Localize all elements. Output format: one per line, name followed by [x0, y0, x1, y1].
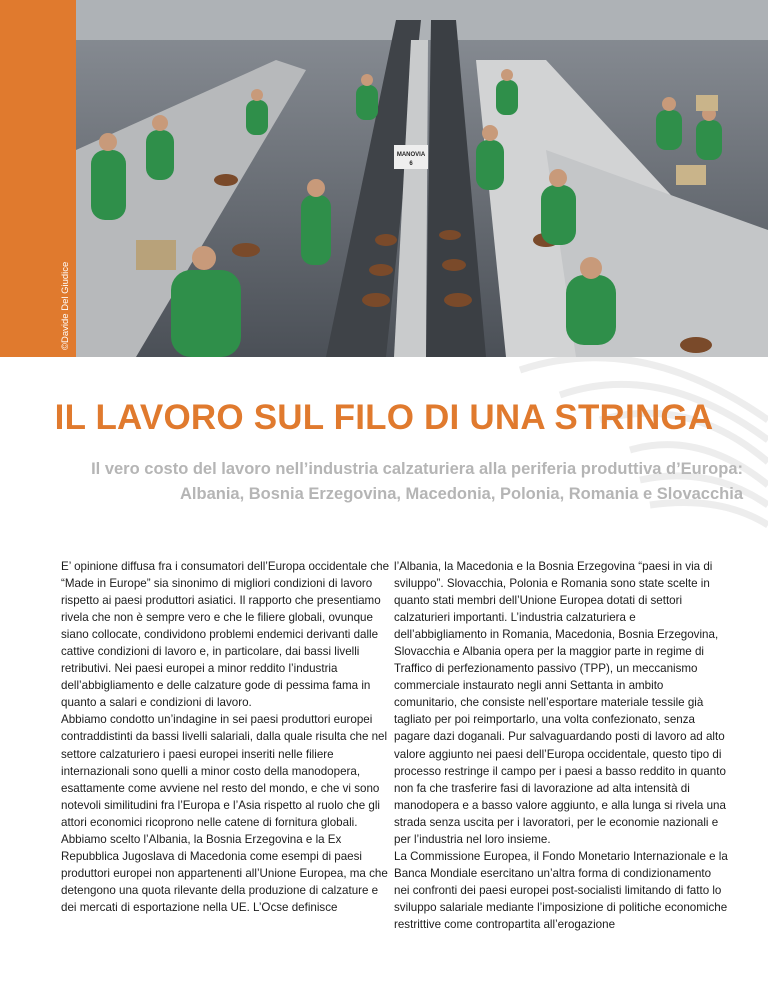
body-column-right	[394, 558, 728, 933]
factory-photo	[76, 0, 768, 357]
page-subtitle	[23, 457, 743, 507]
svg-text:MANOVIA: MANOVIA	[396, 152, 426, 158]
paragraph: La Commissione Europea, il Fondo Monetario Internazionale e la Banca Mondiale esercitano un’altra forma di condizionamento nei confronti dei paesi europei post-socialisti limitando di fatto lo sviluppo salariale mediante l’imposizione di politiche economiche restrittive come contropartita all’erogazione	[394, 849, 728, 931]
subtitle-line-2: Albania, Bosnia Erzegovina, Macedonia, Polonia, Romania e Slovacchia	[180, 485, 743, 503]
body-column-left	[61, 558, 395, 916]
photo-credit: ©Davide Del Giudice	[60, 261, 71, 350]
svg-text:6: 6	[409, 161, 413, 167]
paragraph: Abbiamo scelto l’Albania, la Bosnia Erzegovina e la Ex Repubblica Jugoslava di Macedonia come esempi di paesi produttori europei non appartenenti all’Unione Europea, ma che detengono una quota rilevante della produzione di calzature e dei mercati di esportazione nella UE. L’Ocse definisce	[61, 832, 388, 914]
paragraph: E’ opinione diffusa fra i consumatori dell’Europa occidentale che “Made in Europe” sia sinonimo di migliori condizioni di lavoro rispetto ai paesi produttori asiatici. Il rapporto che presentiamo rivela che non è sempre vero e che le filiere globali, ovunque siano collocate, condividono problemi endemici derivanti dalle cattive condizioni di lavoro e, in particolare, dai bassi livelli retributivi. Nei paesi europei a minor reddito l’industria dell’abbigliamento e delle calzature gode di pessima fama in quanto a salari e condizioni di lavoro.	[61, 560, 390, 710]
subtitle-line-1: Il vero costo del lavoro nell’industria calzaturiera alla periferia produttiva d’Europa:	[91, 460, 743, 478]
paragraph: Abbiamo condotto un’indagine in sei paesi produttori europei contraddistinti da bassi livelli salariali, dalla quale risulta che nel settore calzaturiero i paesi europei inseriti nelle filiere internazionali sono quelli a minor costo della manodopera, esattamente come avviene nel resto del mondo, e che vi sono notevoli similitudini fra l’Europa e l’Asia rispetto al ruolo che gli attori economici ricoprono nelle catene di fornitura globali.	[61, 713, 388, 829]
paragraph: l’Albania, la Macedonia e la Bosnia Erzegovina “paesi in via di sviluppo”. Slovacchia, Polonia e Romania sono state scelte in quanto stati membri dell’Unione Europea dotati di settori calzaturieri importanti. L’industria calzaturiera e dell’abbigliamento in Romania, Macedonia, Bosnia Erzegovina, Slovacchia e Albania opera per la maggior parte in regime di Traffico di perfezionamento passivo (TPP), un meccanismo commerciale instaurato negli anni Settanta in ambito comunitario, che consiste nell’esportare materiale tessile già tagliato per poi reimportarlo, una volta confezionato, senza pagare dazi doganali. Pur salvaguardando posti di lavoro ad alto valore aggiunto nei paesi dell’Europa occidentale, questo tipo di processo restringe il campo per i paesi a basso reddito in quanto non fa che trasferire fasi di lavorazione ad alta intensità di manodopera e a basso valore aggiunto, e alla lunga si rivela una strada senza uscita per i lavoratori, per le economie nazionali e per l’industria nel loro insieme.	[394, 560, 726, 846]
page-title: IL LAVORO SUL FILO DI UNA STRINGA	[54, 398, 714, 437]
